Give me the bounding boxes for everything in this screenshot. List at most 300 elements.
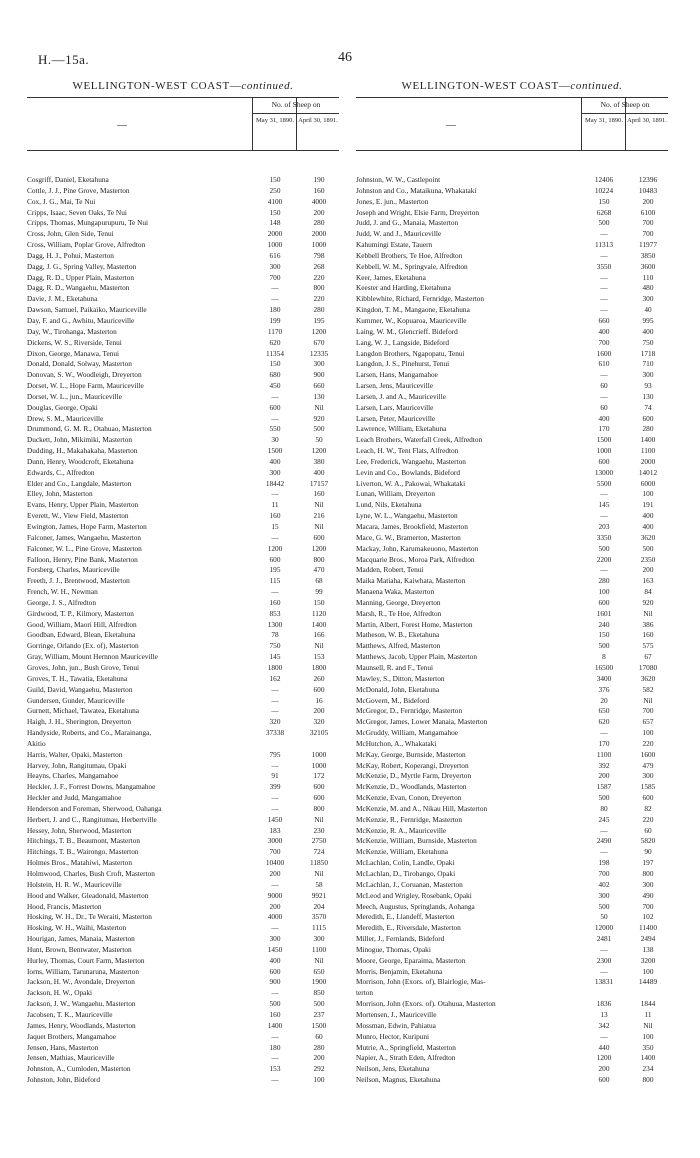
- table-row: [27, 262, 339, 273]
- table-row: [27, 652, 339, 663]
- table-row: [356, 273, 668, 284]
- section-heading: WELLINGTON-WEST COAST—continued.: [401, 80, 623, 92]
- sheep-1891: 320: [313, 717, 325, 727]
- sheep-1890: 245: [598, 814, 610, 824]
- sheep-1890: 162: [269, 673, 281, 683]
- table-row: [27, 414, 339, 425]
- sheep-1891: 216: [313, 511, 325, 521]
- sheep-1890: 1587: [596, 782, 612, 792]
- owner-name: Liverton, W. A., Pakowai, Whakataki: [356, 478, 466, 488]
- sheep-1890: 4000: [267, 912, 283, 922]
- table-row: [356, 750, 668, 761]
- owner-name: Dagg, H. J., Pohui, Masterton: [27, 250, 114, 260]
- table-row: [356, 468, 668, 479]
- owner-name: Drew, S. M., Mauriceville: [27, 413, 104, 423]
- table-row: [27, 793, 339, 804]
- owner-name: Macara, James, Brookfield, Masterton: [356, 522, 468, 531]
- sheep-1891: 130: [642, 391, 654, 401]
- table-row: [27, 370, 339, 381]
- sheep-1890: —: [600, 489, 608, 499]
- sheep-1891: 160: [642, 630, 654, 640]
- table-row: [356, 880, 668, 891]
- sheep-1890: —: [271, 695, 279, 705]
- table-row: [356, 489, 668, 500]
- owner-name: Neilson, Magnus, Eketahuna: [356, 1075, 441, 1085]
- table-row: [27, 609, 339, 620]
- left-table-body: [27, 175, 339, 1086]
- sheep-1890: 150: [269, 207, 281, 217]
- sheep-1891: 995: [642, 315, 654, 325]
- table-row: [27, 392, 339, 403]
- col-1891-header: April 30, 1891.: [298, 117, 338, 124]
- table-row: [356, 956, 668, 967]
- table-row: [27, 1075, 339, 1086]
- sheep-1891: 710: [642, 359, 654, 369]
- sheep-1890: 150: [269, 359, 281, 369]
- table-row: [27, 1032, 339, 1043]
- owner-name: Madden, Robert, Tenui: [356, 565, 424, 575]
- sheep-1891: Nil: [314, 955, 324, 965]
- table-row: [356, 576, 668, 587]
- owner-name: Maunsell, R. and F., Tenui: [356, 662, 434, 672]
- sheep-1890: —: [271, 1053, 279, 1063]
- sheep-1890: 199: [269, 315, 281, 325]
- sheep-1891: 17080: [638, 662, 658, 672]
- table-row: [356, 294, 668, 305]
- sheep-1890: 200: [269, 869, 281, 878]
- table-row: [356, 349, 668, 360]
- table-row: [356, 251, 668, 262]
- sheep-1891: 50: [315, 435, 323, 445]
- sheep-1891: 800: [642, 1075, 654, 1085]
- owner-name: Hood and Walker, Gleadonald, Masterton: [27, 890, 149, 900]
- sheep-count-header: No. of Sheep on: [271, 100, 321, 109]
- sheep-1890: 198: [598, 858, 610, 868]
- table-row: [356, 175, 668, 186]
- sheep-1890: 8: [602, 652, 606, 662]
- sheep-1891: 1200: [311, 543, 327, 553]
- table-row: [356, 511, 668, 522]
- sheep-1891: 32105: [309, 728, 329, 738]
- sheep-1890: 240: [598, 619, 610, 629]
- owner-name: Cripps, Thomas, Mungapurupuru, Te Nui: [27, 218, 149, 228]
- owner-name: Miller, J., Fernlands, Bideford: [356, 934, 445, 944]
- owner-name: Kingdon, T. M., Mangaone, Eketahuna: [356, 305, 470, 315]
- owner-name: Gray, William, Mount Hernnon Mauriceville: [27, 652, 158, 662]
- sheep-1891: 6100: [640, 207, 656, 217]
- sheep-1890: —: [271, 1075, 279, 1085]
- table-row: [27, 880, 339, 891]
- sheep-1890: 342: [598, 1020, 610, 1030]
- sheep-1890: —: [271, 879, 279, 889]
- sheep-1891: 100: [642, 489, 654, 499]
- sheep-1891: 3620: [640, 673, 656, 683]
- sheep-1890: —: [600, 229, 608, 239]
- sheep-1890: 280: [598, 576, 610, 586]
- owner-name: Girdwood, T. P., Kilmory, Masterton: [27, 608, 134, 618]
- sheep-1891: 9921: [311, 890, 327, 900]
- owner-name: Mawley, S., Ditton, Masterton: [356, 673, 445, 683]
- owner-name: Cripps, Isaac, Seven Oaks, Te Nui: [27, 207, 127, 217]
- left-column: [27, 80, 339, 1086]
- table-row: [356, 186, 668, 197]
- owner-name: Meredith, E., Riversdale, Masterton: [356, 923, 461, 933]
- owner-name: Iorns, William, Tarunaruna, Masterton: [27, 966, 140, 976]
- sheep-1890: 402: [598, 879, 610, 889]
- owner-name: Holmwood, Charles, Bush Croft, Masterton: [27, 869, 155, 878]
- owner-name: Akitio: [27, 738, 46, 748]
- sheep-1891: 670: [313, 337, 325, 347]
- sheep-1890: —: [271, 532, 279, 542]
- owner-name: Macquarie Bros., Moroa Park, Alfredton: [356, 554, 475, 564]
- sheep-1890: 2200: [596, 554, 612, 564]
- sheep-1890: 145: [269, 652, 281, 662]
- owner-name: Morris, Benjamin, Eketahuna: [356, 966, 443, 976]
- table-row: [356, 381, 668, 392]
- table-row: [27, 869, 339, 880]
- sheep-1890: —: [600, 1031, 608, 1041]
- sheep-1891: 300: [642, 294, 654, 304]
- sheep-1890: 4100: [267, 196, 283, 206]
- sheep-1890: 170: [598, 738, 610, 748]
- owner-name: Langdon Brothers, Ngapopatu, Tenui: [356, 348, 465, 358]
- table-row: [356, 609, 668, 620]
- table-row: [356, 424, 668, 435]
- owner-name: Leach Brothers, Waterfall Creek, Alfredton: [356, 435, 483, 445]
- sheep-1891: 700: [642, 218, 654, 228]
- sheep-1890: 400: [598, 413, 610, 423]
- sheep-1890: —: [271, 413, 279, 423]
- sheep-1891: 350: [642, 1042, 654, 1052]
- sheep-1891: Nil: [314, 522, 324, 531]
- owner-name: Larsen, Lars, Mauriceville: [356, 402, 434, 412]
- name-column-header: —: [117, 120, 127, 131]
- sheep-1890: —: [600, 370, 608, 380]
- sheep-1891: Nil: [314, 814, 324, 824]
- sheep-1890: 18442: [265, 478, 285, 488]
- sheep-1890: 1600: [596, 348, 612, 358]
- sheep-1891: 11: [644, 1009, 652, 1019]
- sheep-1891: 292: [313, 1064, 325, 1074]
- table-row: [356, 826, 668, 837]
- owner-name: Cox, J. G., Mai, Te Nui: [27, 196, 96, 206]
- owner-name: Manning, George, Dreyerton: [356, 597, 441, 607]
- table-row: [356, 500, 668, 511]
- table-header: [356, 97, 668, 151]
- table-row: [356, 457, 668, 468]
- table-row: [356, 685, 668, 696]
- table-row: [356, 565, 668, 576]
- sheep-1890: 145: [598, 500, 610, 510]
- sheep-1891: 14012: [638, 467, 658, 477]
- sheep-1891: 2000: [640, 456, 656, 466]
- sheep-1891: Nil: [314, 641, 324, 651]
- table-row: [356, 912, 668, 923]
- sheep-1891: 600: [313, 684, 325, 694]
- sheep-1890: 148: [269, 218, 281, 228]
- table-row: [27, 1064, 339, 1075]
- sheep-1891: 700: [642, 706, 654, 716]
- sheep-1891: 660: [313, 381, 325, 391]
- sheep-1891: 260: [313, 673, 325, 683]
- sheep-1890: —: [600, 272, 608, 282]
- sheep-1890: 300: [269, 467, 281, 477]
- sheep-1891: 2350: [640, 554, 656, 564]
- table-row: [27, 229, 339, 240]
- sheep-1891: 1200: [311, 326, 327, 336]
- owner-name: McLachlan, J., Coruanan, Masterton: [356, 879, 463, 889]
- owner-name: Hurley, Thomas, Court Farm, Masterton: [27, 955, 145, 965]
- sheep-1890: 600: [269, 402, 281, 412]
- table-row: [27, 424, 339, 435]
- sheep-1891: 100: [313, 1075, 325, 1085]
- owner-name: Day, F. and G., Awhitu, Mauriceville: [27, 315, 135, 325]
- owner-name: Manaena Waka, Masterton: [356, 587, 435, 597]
- sheep-1891: 10483: [638, 185, 658, 195]
- owner-name: Elder and Co., Langdale, Masterton: [27, 478, 132, 488]
- table-row: [27, 446, 339, 457]
- sheep-1890: 1300: [267, 619, 283, 629]
- sheep-1890: —: [271, 283, 279, 293]
- owner-name: Edwards, C., Alfredton: [27, 467, 95, 477]
- owner-name: Goodban, Edward, Blean, Eketahuna: [27, 630, 136, 640]
- owner-name: McKenzie, William, Burnside, Masterton: [356, 836, 477, 846]
- sheep-1891: 920: [642, 597, 654, 607]
- sheep-1891: 1400: [640, 1053, 656, 1063]
- sheep-1891: 67: [644, 652, 652, 662]
- owner-name: Marsh, R., Te Hoe, Alfredton: [356, 608, 442, 618]
- sheep-1890: 250: [269, 185, 281, 195]
- sheep-1890: 392: [598, 760, 610, 770]
- table-row: [356, 934, 668, 945]
- sheep-1891: 657: [642, 717, 654, 727]
- owner-name: Gundersen, Gunder, Mauriceville: [27, 695, 125, 705]
- owner-name: Handyside, Roberts, and Co., Marainanga,: [27, 728, 152, 738]
- sheep-1890: 12000: [594, 923, 614, 933]
- owner-name: James, Henry, Woodlands, Masterton: [27, 1020, 136, 1030]
- section-heading: WELLINGTON-WEST COAST—continued.: [72, 80, 294, 92]
- owner-name: Everett, W., View Field, Masterton: [27, 511, 129, 521]
- owner-name: McHutchon, A., Whakataki: [356, 738, 437, 748]
- sheep-1890: —: [600, 944, 608, 954]
- table-row: [27, 717, 339, 728]
- sheep-1890: —: [600, 391, 608, 401]
- table-row: [27, 1021, 339, 1032]
- sheep-1890: —: [600, 728, 608, 738]
- sheep-1890: —: [600, 250, 608, 260]
- sheep-1890: 12406: [594, 175, 614, 184]
- owner-name: Cottle, J. J., Pine Grove, Masterton: [27, 185, 130, 195]
- sheep-1890: 900: [269, 977, 281, 987]
- sheep-1891: 74: [644, 402, 652, 412]
- table-row: [356, 902, 668, 913]
- sheep-1890: 183: [269, 825, 281, 835]
- sheep-1891: 268: [313, 261, 325, 271]
- sheep-1891: 600: [313, 793, 325, 803]
- owner-name: Matthews, Alfred, Masterton: [356, 641, 441, 651]
- sheep-1891: 490: [642, 890, 654, 900]
- sheep-1891: 920: [313, 413, 325, 423]
- owner-name: Jackson, H. W., Avondale, Dreyerton: [27, 977, 135, 987]
- owner-name: Cosgriff, Daniel, Eketahuna: [27, 175, 109, 184]
- owner-name: Jackson, J. W., Wangaehu, Masterton: [27, 999, 136, 1009]
- page-number: 46: [338, 50, 352, 65]
- sheep-1890: 160: [269, 1009, 281, 1019]
- sheep-1890: 550: [269, 424, 281, 434]
- sheep-1890: 115: [269, 576, 281, 586]
- owner-name: Jones, E. jun., Masterton: [356, 196, 429, 206]
- table-row: [356, 1064, 668, 1075]
- table-row: [27, 1043, 339, 1054]
- owner-name: Matheson, W. B., Eketahuna: [356, 630, 440, 640]
- owner-name: Mutrie, A., Springfield, Masterton: [356, 1042, 456, 1052]
- table-row: [27, 273, 339, 284]
- sheep-1890: 399: [269, 782, 281, 792]
- owner-name: Groves, T. H., Tawatia, Eketahuna: [27, 673, 128, 683]
- owner-name: Hosking, W. H., Waihi, Masterton: [27, 923, 127, 933]
- owner-name: Dudding, H., Makahakaha, Masterton: [27, 446, 138, 456]
- table-row: [356, 283, 668, 294]
- sheep-1891: 1000: [311, 240, 327, 250]
- table-row: [27, 186, 339, 197]
- sheep-1891: 82: [644, 803, 652, 813]
- table-row: [27, 381, 339, 392]
- owner-name: Cross, John, Glen Side, Tenui: [27, 229, 114, 239]
- owner-name: Davie, J. M., Eketahuna: [27, 294, 98, 304]
- table-row: [356, 1075, 668, 1086]
- table-row: [27, 847, 339, 858]
- owner-name: Joseph and Wright, Elsie Farm, Dreyerton: [356, 207, 479, 217]
- table-row: [27, 316, 339, 327]
- table-row: [27, 750, 339, 761]
- sheep-1891: 600: [642, 793, 654, 803]
- col-1890-header: May 31, 1890.: [256, 117, 294, 124]
- sheep-1890: 500: [598, 543, 610, 553]
- table-row: [356, 967, 668, 978]
- sheep-1890: 1836: [596, 999, 612, 1009]
- sheep-1891: 150: [313, 597, 325, 607]
- sheep-1891: 220: [642, 738, 654, 748]
- table-row: [27, 576, 339, 587]
- sheep-1890: —: [600, 511, 608, 521]
- owner-name: George, J. S., Alfredton: [27, 597, 96, 607]
- sheep-1890: 600: [598, 456, 610, 466]
- table-row: [356, 208, 668, 219]
- sheep-1890: 9000: [267, 890, 283, 900]
- owner-name: Keester and Harding, Eketahuna: [356, 283, 451, 293]
- owner-name: Holmes Bros., Matahiwi, Masterton: [27, 858, 132, 868]
- sheep-1890: 160: [269, 511, 281, 521]
- table-row: [27, 511, 339, 522]
- sheep-1891: 2494: [640, 934, 656, 944]
- sheep-1891: 5820: [640, 836, 656, 846]
- sheep-1891: 3570: [311, 912, 327, 922]
- owner-name: Donovan, S. W., Woodleigh, Dreyerton: [27, 370, 142, 380]
- owner-name: Mossman, Edwin, Pahiatua: [356, 1020, 436, 1030]
- sheep-1890: 1450: [267, 944, 283, 954]
- sheep-1891: 600: [642, 413, 654, 423]
- sheep-1890: 795: [269, 749, 281, 759]
- sheep-1891: 110: [642, 272, 654, 282]
- owner-name: Harvey, John, Rangitumau, Opaki: [27, 760, 127, 770]
- sheep-1891: 500: [642, 543, 654, 553]
- sheep-1891: 1844: [640, 999, 656, 1009]
- table-row: [356, 945, 668, 956]
- sheep-1890: 1100: [596, 749, 612, 759]
- sheep-1890: 400: [598, 326, 610, 336]
- sheep-1890: —: [600, 294, 608, 304]
- table-row: [356, 696, 668, 707]
- owner-name: Kummer, W., Kopuaroa, Mauriceville: [356, 315, 467, 325]
- table-row: [356, 771, 668, 782]
- table-row: [27, 218, 339, 229]
- table-row: [27, 674, 339, 685]
- table-row: [27, 327, 339, 338]
- sheep-1891: Nil: [314, 500, 324, 510]
- sheep-1891: 11977: [639, 240, 657, 250]
- table-row: [27, 706, 339, 717]
- owner-name: Dorset, W. L., Hope Farm, Mauriceville: [27, 381, 144, 391]
- owner-name: McGregor, James, Lower Manaia, Masterton: [356, 717, 488, 727]
- sheep-1890: 1170: [267, 326, 283, 336]
- sheep-1890: 2300: [596, 955, 612, 965]
- table-row: [356, 988, 668, 999]
- sheep-1891: 12396: [638, 175, 658, 184]
- table-row: [356, 218, 668, 229]
- table-row: [27, 923, 339, 934]
- table-row: [356, 446, 668, 457]
- owner-name: Dixon, George, Manawa, Tenui: [27, 348, 120, 358]
- owner-name: Moore, George, Eparaima, Masterton: [356, 955, 466, 965]
- table-row: [356, 663, 668, 674]
- owner-name: Levin and Co., Bowlands, Bideford: [356, 467, 460, 477]
- table-row: [356, 262, 668, 273]
- owner-name: Dawson, Samuel, Paikaiko, Mauriceville: [27, 305, 147, 315]
- sheep-1890: 3400: [596, 673, 612, 683]
- right-column: [356, 80, 668, 1086]
- owner-name: Leach, H. W., Tent Flats, Alfredton: [356, 446, 459, 456]
- sheep-1891: 234: [642, 1064, 654, 1074]
- owner-name: Jacobsen, T. K., Mauriceville: [27, 1009, 113, 1019]
- sheep-1891: 900: [313, 370, 325, 380]
- table-row: [27, 739, 339, 750]
- sheep-1891: 582: [642, 684, 654, 694]
- sheep-1891: 60: [644, 825, 652, 835]
- sheep-1890: 150: [598, 630, 610, 640]
- sheep-1891: 200: [642, 565, 654, 575]
- sheep-1891: 1900: [311, 977, 327, 987]
- sheep-1890: 10224: [594, 185, 614, 195]
- table-row: [27, 457, 339, 468]
- page-identifier: H.—15a.: [38, 52, 90, 67]
- sheep-1890: 1450: [267, 814, 283, 824]
- sheep-1890: 750: [269, 641, 281, 651]
- owner-name: McKenzie, M. and A., Nikau Hill, Masterton: [356, 803, 488, 813]
- owner-name: Morrison, John (Exors. of). Otahuua, Masterton: [356, 999, 496, 1009]
- owner-name: Kebbell Brothers, Te Hoe, Alfredton: [356, 250, 463, 260]
- table-row: [356, 620, 668, 631]
- table-row: [356, 338, 668, 349]
- table-row: [356, 858, 668, 869]
- sheep-1891: 300: [642, 370, 654, 380]
- sheep-1890: 400: [269, 456, 281, 466]
- sheep-1891: 300: [313, 359, 325, 369]
- owner-name: Jensen, Hans, Masterton: [27, 1042, 99, 1052]
- sheep-1891: 200: [313, 1053, 325, 1063]
- sheep-1891: 800: [642, 869, 654, 878]
- table-row: [356, 370, 668, 381]
- table-row: [356, 804, 668, 815]
